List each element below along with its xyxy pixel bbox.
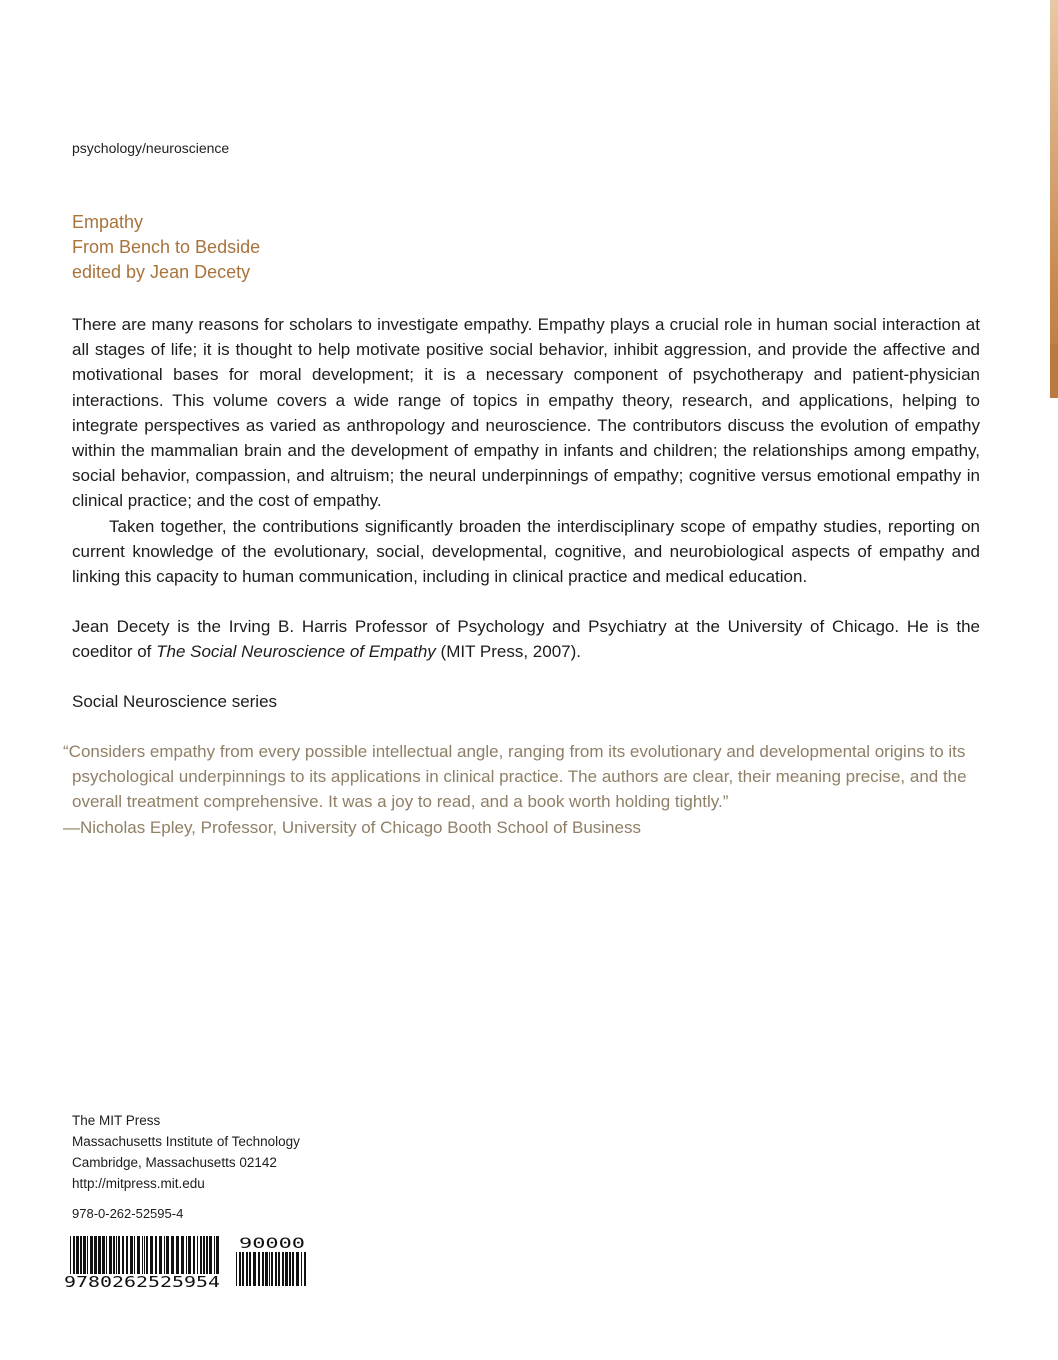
description-paragraph-2: Taken together, the contributions significantly broaden the interdisciplinary scope of empathy studies, reporting on current knowledge of the evolutionary, social, developmental, cognitive, and neurobiological aspects of empathy and linking this capacity to human communication, including in clinical practice and medical education. xyxy=(72,516,980,587)
book-title: Empathy xyxy=(72,212,144,232)
barcode-bar xyxy=(118,1236,120,1274)
barcode-bar xyxy=(171,1236,174,1274)
barcode-bar xyxy=(203,1236,205,1274)
barcode-bar xyxy=(122,1236,124,1274)
barcode-bar xyxy=(253,1252,256,1286)
barcode-bar xyxy=(106,1236,107,1274)
subject-category: psychology/neuroscience xyxy=(72,140,230,156)
barcode-bar xyxy=(269,1252,270,1286)
isbn-barcode xyxy=(62,1236,222,1288)
isbn-barcode-bars xyxy=(70,1236,219,1274)
barcode-bar xyxy=(301,1252,302,1286)
book-subtitle: From Bench to Bedside xyxy=(72,237,261,257)
publisher-name: The MIT Press xyxy=(72,1113,161,1128)
barcode-bar xyxy=(239,1252,241,1286)
barcode-bar xyxy=(109,1236,112,1274)
barcode-bar xyxy=(73,1236,75,1274)
barcode-bar xyxy=(271,1252,273,1286)
barcode-bar xyxy=(188,1236,191,1274)
bio-text-before: Jean Decety is the Irving B. Harris Professor of Psychology and Psychiatry at the University of Chicago. He is the coeditor of xyxy=(72,617,980,662)
barcode-bar xyxy=(197,1236,198,1274)
barcode-bar xyxy=(242,1252,244,1286)
barcode-bar xyxy=(249,1252,251,1286)
series-name: Social Neuroscience series xyxy=(72,692,278,711)
barcode-bar xyxy=(137,1236,140,1274)
barcode-bar xyxy=(142,1236,143,1274)
barcode-bar xyxy=(102,1236,105,1274)
barcode-bar xyxy=(150,1236,153,1274)
publisher-url: http://mitpress.mit.edu xyxy=(72,1176,205,1191)
barcode-bar xyxy=(126,1236,128,1274)
publisher-institution: Massachusetts Institute of Technology xyxy=(72,1134,300,1149)
barcode-bar xyxy=(80,1236,82,1274)
barcode-bar xyxy=(258,1252,260,1286)
barcode-bar xyxy=(176,1236,179,1274)
barcode-bar xyxy=(296,1252,299,1286)
barcode-bar xyxy=(116,1236,117,1274)
editor-bio xyxy=(72,614,980,664)
barcode-bar xyxy=(265,1252,268,1286)
publisher-info xyxy=(72,1110,300,1194)
barcode-bar xyxy=(216,1236,219,1274)
isbn-number: 978-0-262-52595-4 xyxy=(72,1206,184,1221)
endorsement-attribution: —Nicholas Epley, Professor, University of Chicago Booth School of Business xyxy=(63,817,641,837)
endorsement xyxy=(63,739,983,840)
book-title-block xyxy=(72,210,260,285)
barcode-bar xyxy=(304,1252,306,1286)
barcode-bar xyxy=(98,1236,101,1274)
barcode-bar xyxy=(134,1236,135,1274)
barcode-bar xyxy=(206,1236,208,1274)
price-addon-bars xyxy=(236,1252,306,1286)
barcode-bar xyxy=(87,1236,88,1274)
cover-edge-strip xyxy=(1050,0,1058,398)
barcode-bar xyxy=(76,1236,79,1274)
barcode-bar xyxy=(94,1236,97,1274)
barcode-bar xyxy=(186,1236,187,1274)
barcode-bar xyxy=(166,1236,169,1274)
price-addon-digits: 90000 xyxy=(239,1236,305,1252)
barcode-bar xyxy=(113,1236,115,1274)
barcode-bar xyxy=(275,1252,277,1286)
barcode-bar xyxy=(289,1252,291,1286)
barcode-bar xyxy=(236,1252,237,1286)
barcode-bar xyxy=(262,1252,264,1286)
barcode-bar xyxy=(209,1236,212,1274)
barcode-bar xyxy=(159,1236,162,1274)
barcode-bar xyxy=(83,1236,86,1274)
barcode-bar xyxy=(282,1252,284,1286)
barcode-bar xyxy=(130,1236,133,1274)
barcode-bar xyxy=(146,1236,148,1274)
publisher-address: Cambridge, Massachusetts 02142 xyxy=(72,1155,277,1170)
barcode-bar xyxy=(181,1236,184,1274)
bio-text-after: (MIT Press, 2007). xyxy=(435,642,581,662)
barcode-bar xyxy=(90,1236,93,1274)
book-description xyxy=(72,312,980,589)
barcode-bar xyxy=(246,1252,248,1286)
barcode-bar xyxy=(193,1236,195,1274)
bio-book-title: The Social Neuroscience of Empathy xyxy=(156,642,436,662)
price-addon-barcode xyxy=(234,1236,310,1288)
barcode-bar xyxy=(164,1236,165,1274)
isbn-barcode-digits: 9780262525954 xyxy=(64,1273,220,1288)
barcode-bar xyxy=(200,1236,202,1274)
endorsement-quote: “Considers empathy from every possible intellectual angle, ranging from its evolutionary and developmental origins to its psychological underpinnings to its applications in clinical practice. The authors are clear, their meaning precise, and the overall treatment comprehensive. It was a joy to read, and a book worth holding tightly.” xyxy=(63,742,967,812)
barcode-bar xyxy=(70,1236,71,1274)
barcode-bar xyxy=(278,1252,280,1286)
book-editor: edited by Jean Decety xyxy=(72,262,251,282)
barcode-bar xyxy=(155,1236,157,1274)
barcode-bar xyxy=(292,1252,294,1286)
barcode-bar xyxy=(144,1236,145,1274)
description-paragraph-1: There are many reasons for scholars to investigate empathy. Empathy plays a crucial role in human social interaction at all stages of life; it is thought to help motivate positive social behavior, inhibit aggression, and provide the affective and motivational bases for moral development; it is a necessary component of psychotherapy and patient-physician interactions. This volume covers a wide range of topics in empathy theory, research, and applications, helping to integrate perspectives as varied as anthropology and neuroscience. The contributors discuss the evolution of empathy within the mammalian brain and the development of empathy in infants and children; the relationships among empathy, social behavior, compassion, and altruism; the neural underpinnings of empathy; cognitive versus emotional empathy in clinical practice; and the cost of empathy. xyxy=(72,315,980,511)
barcode-bar xyxy=(214,1236,215,1274)
cover-edge-strip-lower xyxy=(1050,344,1058,398)
barcode-bar xyxy=(285,1252,288,1286)
